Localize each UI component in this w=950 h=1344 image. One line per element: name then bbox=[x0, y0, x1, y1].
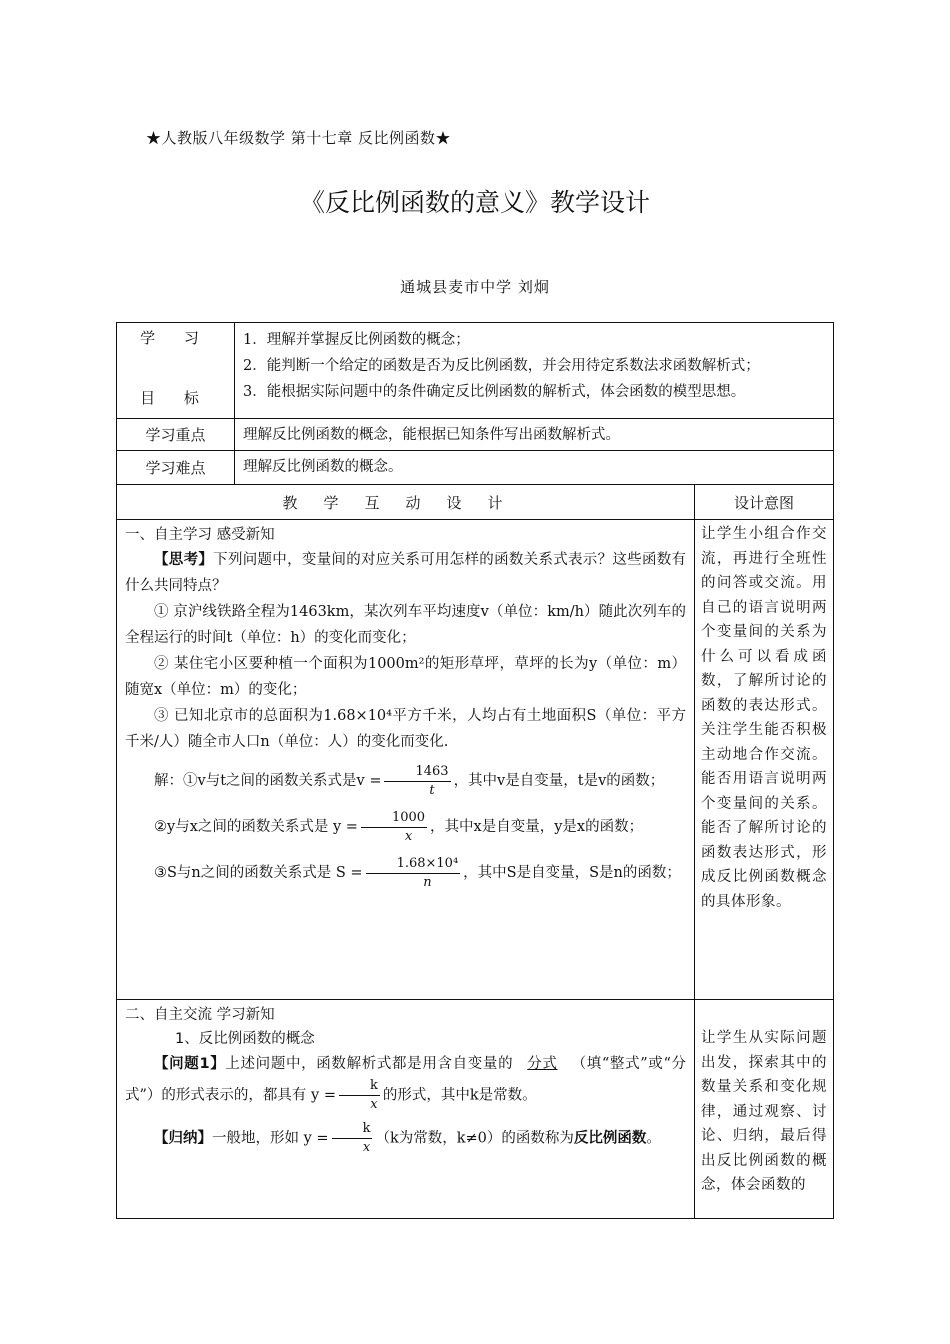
summary-bold-term: 反比例函数 bbox=[573, 1130, 647, 1147]
section1-title: 一、自主学习 感受新知 bbox=[125, 527, 275, 543]
goals-list bbox=[235, 323, 833, 418]
think-paragraph bbox=[125, 547, 686, 599]
answer-2 bbox=[125, 807, 686, 847]
section2-row bbox=[117, 1000, 833, 1218]
question-text-c: 的形式，其中k是常数。 bbox=[382, 1087, 537, 1104]
key-point-label: 学习重点 bbox=[117, 419, 235, 450]
question-text-b: （填“整式”或“分式”）的形式表示的，都具有 bbox=[125, 1056, 687, 1104]
summary-tag: 【归纳】 bbox=[154, 1130, 212, 1147]
goals-label-top: 学 习 bbox=[140, 329, 211, 347]
fraction-denominator: x bbox=[370, 1097, 378, 1112]
think-tag: 【思考】 bbox=[154, 552, 214, 568]
answer-2-post: ，其中x是自变量，y是x的函数； bbox=[430, 819, 644, 835]
fraction bbox=[366, 855, 461, 892]
question-paragraph bbox=[125, 1051, 686, 1114]
answer-1-pre: 解：①v与t之间的函数关系式是v = bbox=[154, 773, 382, 789]
author-line: 通城县麦市中学 刘炯 bbox=[400, 278, 550, 296]
question-tag: 【问题1】 bbox=[154, 1056, 226, 1072]
document-header: ★人教版八年级数学 第十七章 反比例函数★ bbox=[146, 129, 452, 147]
summary-end: 。 bbox=[646, 1130, 661, 1147]
summary-text-b: （k为常数，k≠0）的函数称为 bbox=[375, 1130, 574, 1147]
section1-intent: 让学生小组合作交流，再进行全班性的问答或交流。用自己的语言说明两个变量间的关系为什么可以看成函数，了解所讨论的函数的表达形式。关注学生能否积极主动地合作交流。能否用语言说明两个变量间的关系。能否了解所讨论的函数表达形式，形成反比例函数概念的具体形象。 bbox=[701, 526, 827, 910]
section1-content bbox=[117, 520, 695, 999]
difficulty-text: 理解反比例函数的概念。 bbox=[243, 459, 403, 475]
section2-content bbox=[117, 1000, 695, 1218]
fraction-denominator: n bbox=[423, 874, 432, 890]
fraction-denominator: x bbox=[362, 1140, 371, 1155]
goals-label bbox=[117, 323, 235, 418]
key-point-row bbox=[117, 419, 833, 451]
goal-item: 1．理解并掌握反比例函数的概念； bbox=[243, 332, 470, 348]
fraction bbox=[361, 809, 427, 846]
fraction-numerator: 1000 bbox=[361, 809, 427, 828]
answer-3-pre: ③S与n之间的函数关系式是 S = bbox=[154, 865, 363, 881]
lesson-table bbox=[116, 322, 834, 1219]
goals-label-bottom: 目 标 bbox=[140, 389, 211, 407]
fraction bbox=[384, 763, 450, 800]
section2-intent: 让学生从实际问题出发，探索其中的数量关系和变化规律，通过观察、讨论、归纳，最后得出反比例函数的概念，体会函数的 bbox=[701, 1030, 827, 1193]
fraction-numerator: k bbox=[339, 1077, 380, 1096]
summary-eq-pre: y = bbox=[303, 1130, 329, 1147]
goal-item: 2．能判断一个给定的函数是否为反比例函数，并会用待定系数法求函数解析式； bbox=[243, 358, 760, 374]
key-point-text: 理解反比例函数的概念，能根据已知条件写出函数解析式。 bbox=[243, 427, 620, 443]
question-text-a: 上述问题中，函数解析式都是用含自变量的 bbox=[225, 1056, 514, 1072]
fraction bbox=[339, 1077, 380, 1114]
answer-blank: 分式 bbox=[527, 1056, 558, 1072]
question-1: ① 京沪线铁路全程为1463km，某次列车平均速度v（单位：km/h）随此次列车的全程运行的时间t（单位：h）的变化而变化； bbox=[125, 604, 686, 646]
goal-item: 3．能根据实际问题中的条件确定反比例函数的解析式，体会函数的模型思想。 bbox=[243, 384, 746, 400]
answer-2-pre: ②y与x之间的函数关系式是 y = bbox=[154, 819, 358, 835]
answer-1 bbox=[125, 761, 686, 801]
fraction-denominator: t bbox=[429, 782, 435, 798]
question-3: ③ 已知北京市的总面积为1.68×10⁴平方千米，人均占有土地面积S（单位：平方千米/人）随全市人口n（单位：人）的变化而变化. bbox=[125, 708, 686, 750]
section1-row bbox=[117, 520, 833, 1000]
difficulty-row bbox=[117, 451, 833, 485]
fraction-numerator: 1463 bbox=[384, 763, 450, 782]
fraction-numerator: 1.68×10⁴ bbox=[366, 855, 461, 874]
design-header-side: 设计意图 bbox=[733, 493, 794, 512]
answer-1-post: ，其中v是自变量，t是v的函数； bbox=[453, 773, 665, 789]
question-eq-pre: y = bbox=[311, 1087, 336, 1104]
fraction-numerator: k bbox=[332, 1120, 373, 1139]
think-text: 下列问题中，变量间的对应关系可用怎样的函数关系式表示？这些函数有什么共同特点？ bbox=[125, 552, 687, 594]
answer-3 bbox=[125, 853, 686, 893]
fraction-denominator: x bbox=[404, 828, 413, 844]
fraction bbox=[332, 1120, 373, 1157]
question-2: ② 某住宅小区要种植一个面积为1000m²的矩形草坪，草坪的长为y（单位：m）随宽x（单位：m）的变化； bbox=[125, 656, 686, 698]
document-title: 《反比例函数的意义》教学设计 bbox=[299, 188, 650, 217]
section2-subtitle: 1、反比例函数的概念 bbox=[175, 1031, 315, 1047]
design-header-row bbox=[117, 485, 833, 520]
summary-paragraph bbox=[125, 1120, 686, 1157]
answer-3-post: ，其中S是自变量，S是n的函数； bbox=[463, 865, 681, 881]
design-header-main: 教学互动设计 bbox=[117, 485, 695, 519]
difficulty-label: 学习难点 bbox=[117, 451, 235, 484]
section2-title: 二、自主交流 学习新知 bbox=[125, 1007, 275, 1023]
summary-text-a: 一般地，形如 bbox=[212, 1130, 299, 1147]
goals-row bbox=[117, 323, 833, 419]
